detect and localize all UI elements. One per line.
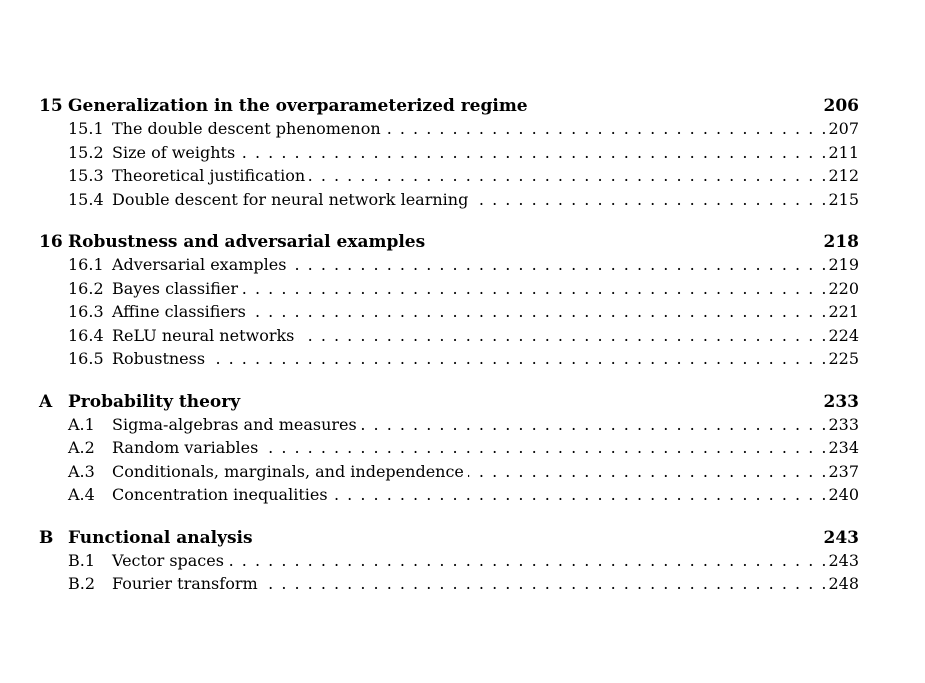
chapter-title: Generalization in the overparameterized regime <box>68 96 528 116</box>
section-number: 15.2 <box>68 142 104 162</box>
dot-leader <box>250 302 827 321</box>
section-number: A.4 <box>68 485 95 504</box>
section-title: Adversarial examples <box>112 255 287 274</box>
section-page-number: 211 <box>828 142 859 162</box>
chapter-number: B <box>39 527 54 548</box>
section-page-number: 243 <box>828 550 859 570</box>
section-page-number: 207 <box>828 119 859 138</box>
section-title: Robustness <box>112 349 206 368</box>
section-page-number: 221 <box>828 302 859 321</box>
section-page-number: 212 <box>828 166 859 185</box>
section-page-number: 240 <box>828 485 859 504</box>
section-number: 16.5 <box>68 349 104 368</box>
toc-section-entry[interactable] <box>39 438 859 462</box>
section-title: Conditionals, marginals, and independence <box>112 461 464 481</box>
toc-chapter <box>39 232 859 373</box>
section-title: Concentration inequalities <box>112 485 328 504</box>
section-number: B.1 <box>68 550 96 570</box>
chapter-heading[interactable] <box>39 528 859 551</box>
section-page-number: 237 <box>828 461 859 481</box>
section-number: 16.2 <box>68 278 104 298</box>
dot-leader <box>290 255 826 274</box>
chapter-title: Robustness and adversarial examples <box>68 232 426 252</box>
section-number: 15.3 <box>68 166 104 185</box>
table-of-contents <box>39 96 859 617</box>
chapter-heading[interactable] <box>39 232 859 255</box>
dot-leader <box>361 415 827 434</box>
section-title: The double descent phenomenon <box>112 119 381 138</box>
chapter-page-number: 218 <box>823 232 859 252</box>
dot-leader <box>385 119 827 138</box>
toc-section-entry[interactable] <box>39 462 859 486</box>
chapter-heading[interactable] <box>39 96 859 119</box>
section-title: Affine classifiers <box>112 302 246 321</box>
section-title: Size of weights <box>112 142 236 162</box>
section-number: 15.4 <box>68 189 104 209</box>
toc-section-entry[interactable] <box>39 279 859 303</box>
dot-leader <box>242 279 826 298</box>
toc-section-entry[interactable] <box>39 485 859 509</box>
dot-leader <box>228 551 827 570</box>
dot-leader <box>239 143 826 162</box>
section-page-number: 215 <box>828 189 859 209</box>
section-page-number: 220 <box>828 278 859 298</box>
dot-leader <box>262 574 827 593</box>
section-number: 15.1 <box>68 119 104 138</box>
chapter-number: 16 <box>39 232 63 252</box>
toc-section-entry[interactable] <box>39 302 859 326</box>
section-page-number: 219 <box>828 255 859 274</box>
section-number: 16.3 <box>68 302 104 321</box>
section-number: B.2 <box>68 574 96 593</box>
dot-leader <box>262 438 826 457</box>
section-number: 16.4 <box>68 325 104 345</box>
section-page-number: 248 <box>828 574 859 593</box>
toc-section-entry[interactable] <box>39 574 859 598</box>
section-number: A.3 <box>68 461 95 481</box>
section-title: Random variables <box>112 438 259 457</box>
toc-section-entry[interactable] <box>39 190 859 214</box>
section-number: A.1 <box>68 414 95 434</box>
toc-section-entry[interactable] <box>39 166 859 190</box>
section-title: Vector spaces <box>112 550 224 570</box>
section-page-number: 234 <box>828 438 859 457</box>
dot-leader <box>209 349 826 368</box>
section-title: Sigma-algebras and measures <box>112 414 357 434</box>
chapter-number: A <box>39 391 53 412</box>
chapter-page-number: 233 <box>823 391 859 412</box>
toc-section-entry[interactable] <box>39 415 859 439</box>
section-title: Fourier transform <box>112 574 258 593</box>
toc-section-entry[interactable] <box>39 326 859 350</box>
chapter-title: Probability theory <box>68 391 241 412</box>
dot-leader <box>298 326 826 345</box>
dot-leader <box>309 166 826 185</box>
section-page-number: 224 <box>828 325 859 345</box>
section-page-number: 225 <box>828 349 859 368</box>
toc-chapter <box>39 392 859 509</box>
section-number: A.2 <box>68 438 95 457</box>
chapter-number: 15 <box>39 96 63 116</box>
toc-chapter <box>39 96 859 213</box>
section-title: Bayes classifier <box>112 278 239 298</box>
chapter-title: Functional analysis <box>68 527 253 548</box>
section-title: Double descent for neural network learning <box>112 189 469 209</box>
toc-section-entry[interactable] <box>39 551 859 575</box>
section-page-number: 233 <box>828 414 859 434</box>
section-title: ReLU neural networks <box>112 325 295 345</box>
toc-section-entry[interactable] <box>39 119 859 143</box>
section-title: Theoretical justification <box>112 166 306 185</box>
section-number: 16.1 <box>68 255 104 274</box>
toc-section-entry[interactable] <box>39 349 859 373</box>
toc-section-entry[interactable] <box>39 143 859 167</box>
chapter-page-number: 206 <box>823 96 859 116</box>
dot-leader <box>468 462 827 481</box>
toc-chapter <box>39 528 859 598</box>
chapter-page-number: 243 <box>823 527 859 548</box>
dot-leader <box>472 190 826 209</box>
dot-leader <box>332 485 827 504</box>
toc-section-entry[interactable] <box>39 255 859 279</box>
chapter-heading[interactable] <box>39 392 859 415</box>
